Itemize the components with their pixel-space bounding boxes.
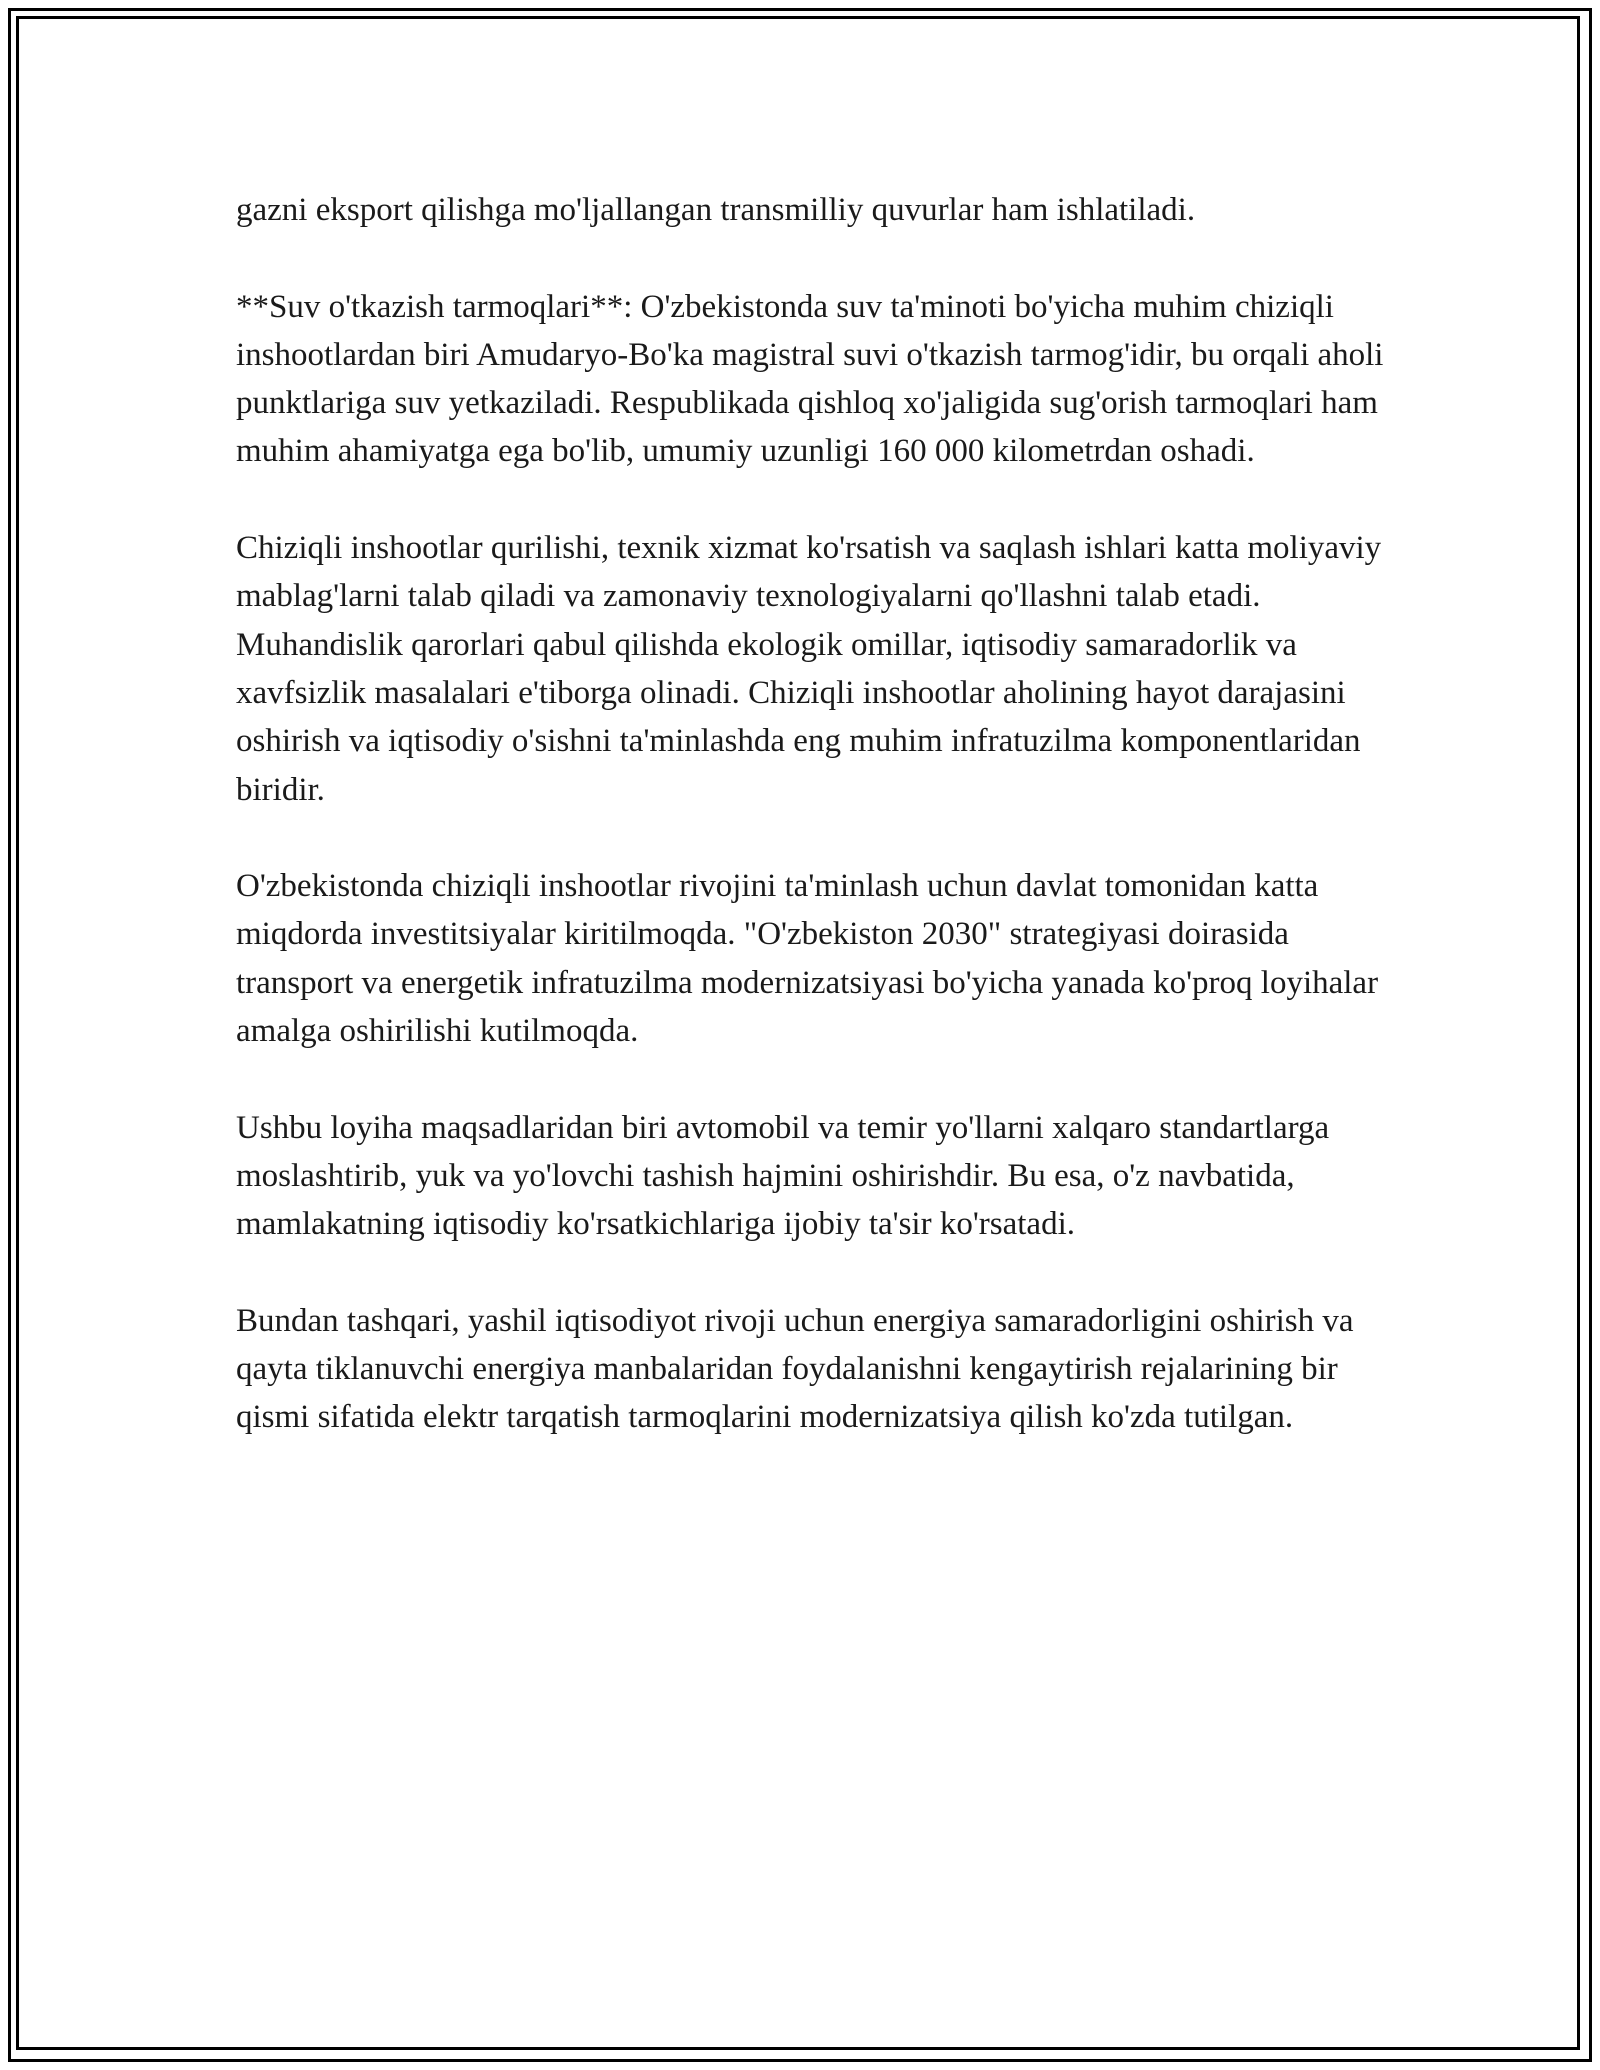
paragraph: Chiziqli inshootlar qurilishi, texnik xizmat ko'rsatish va saqlash ishlari katta moliyaviy mablag'larni talab qiladi va zamonaviy texnologiyalarni qo'llashni talab etadi. Muhandislik qarorlari qabul qilishda ekologik omillar, iqtisodiy samaradorlik va xavfsizlik masalalari e'tiborga olinadi. Chiziqli inshootlar aholining hayot darajasini oshirish va iqtisodiy o'sishni ta'minlashda eng muhim infratuzilma komponentlaridan biridir. — [236, 530, 1382, 808]
paragraph: **Suv o'tkazish tarmoqlari**: O'zbekistonda suv ta'minoti bo'yicha muhim chiziqli inshootlardan biri Amudaryo-Bo'ka magistral suvi o'tkazish tarmog'idir, bu orqali aholi punktlariga suv yetkaziladi. Respublikada qishloq xo'jaligida sug'orish tarmoqlari ham muhim ahamiyatga ega bo'lib, umumiy uzunligi 160 000 kilometrdan oshadi. — [236, 288, 1384, 470]
paragraph: O'zbekistonda chiziqli inshootlar rivojini ta'minlash uchun davlat tomonidan katta miqdorda investitsiyalar kiritilmoqda. "O'zbekiston 2030" strategiyasi doirasida transport va energetik infratuzilma modernizatsiyasi bo'yicha yanada ko'proq loyihalar amalga oshirilishi kutilmoqda. — [236, 868, 1379, 1050]
paragraph: Bundan tashqari, yashil iqtisodiyot rivoji uchun energiya samaradorligini oshirish va qayta tiklanuvchi energiya manbalaridan foydalanishni kengaytirish rejalarining bir qismi sifatida elektr tarqatish tarmoqlarini modernizatsiya qilish ko'zda tutilgan. — [236, 1302, 1354, 1436]
paragraph: gazni eksport qilishga mo'ljallangan transmilliy quvurlar ham ishlatiladi. — [236, 192, 1196, 228]
paragraph: Ushbu loyiha maqsadlaridan biri avtomobil va temir yo'llarni xalqaro standartlarga moslashtirib, yuk va yo'lovchi tashish hajmini oshirishdir. Bu esa, o'z navbatida, mamlakatning iqtisodiy ko'rsatkichlariga ijobiy ta'sir ko'rsatadi. — [236, 1109, 1330, 1243]
document-body — [236, 186, 1386, 1490]
